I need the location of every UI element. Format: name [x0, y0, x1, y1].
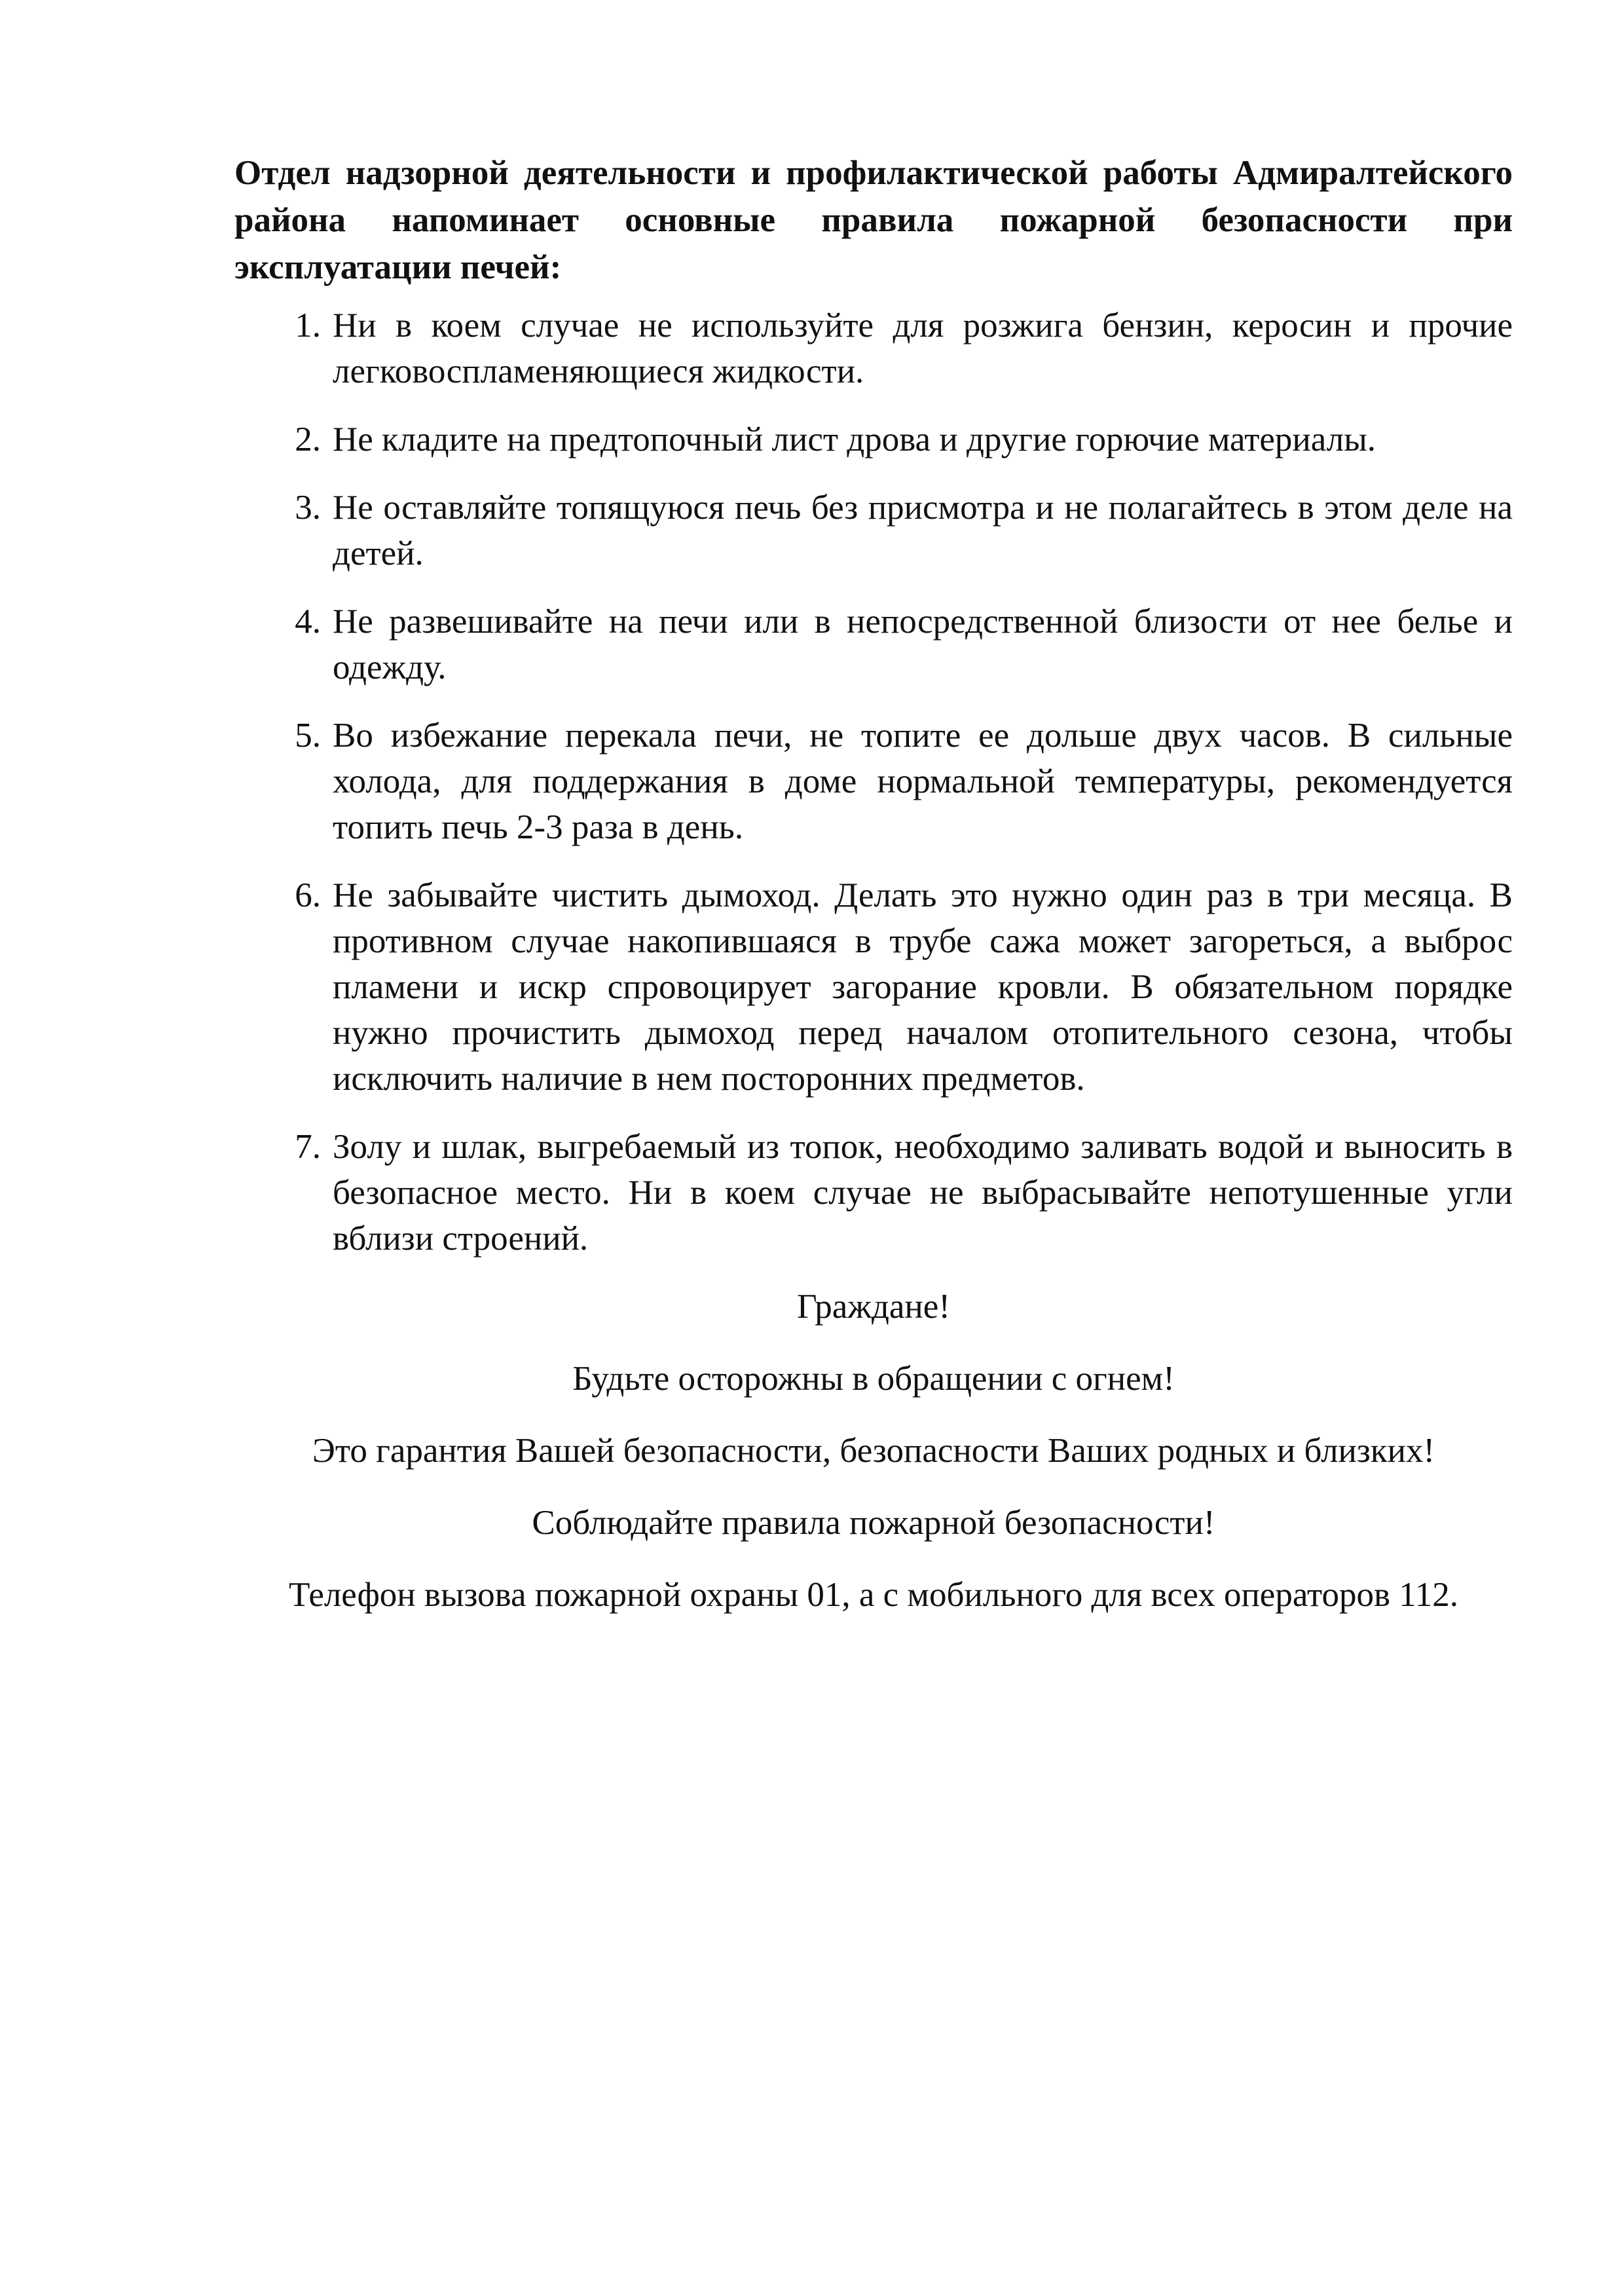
document-page: [234, 149, 1513, 1644]
rule-number: 4.: [295, 603, 321, 641]
rule-item: [234, 713, 1513, 850]
rule-item: [234, 417, 1513, 462]
rule-text: Не оставляйте топящуюся печь без присмотра и не полагайтесь в этом деле на детей.: [333, 489, 1513, 572]
rule-text: Не развешивайте на печи или в непосредственной близости от нее белье и одежду.: [333, 603, 1513, 686]
rule-text: Во избежание перекала печи, не топите ее дольше двух часов. В сильные холода, для поддержания в доме нормальной температуры, рекомендуется топить печь 2-3 раза в день.: [333, 717, 1513, 846]
rule-number: 5.: [295, 717, 321, 755]
guarantee-text: Это гарантия Вашей безопасности, безопасности Ваших родных и близких!: [312, 1432, 1435, 1470]
emergency-phone-text: Телефон вызова пожарной охраны 01, а с мобильного для всех операторов 112.: [288, 1576, 1459, 1614]
careful-appeal: Будьте осторожны в обращении с огнем!: [572, 1360, 1175, 1398]
rule-number: 1.: [295, 307, 321, 345]
rule-number: 7.: [295, 1128, 321, 1166]
rule-item: [234, 1124, 1513, 1261]
rule-text: Не забывайте чистить дымоход. Делать это нужно один раз в три месяца. В противном случае накопившаяся в трубе сажа может загореться, а выброс пламени и искр спровоцирует загорание кровли. В обязательном порядке нужно прочистить дымоход перед началом отопительного сезона, чтобы исключить наличие в нем посторонних предметов.: [333, 876, 1513, 1098]
rule-text: Золу и шлак, выгребаемый из топок, необходимо заливать водой и выносить в безопасное место. Ни в коем случае не выбрасывайте непотушенные угли вблизи строений.: [333, 1128, 1513, 1258]
rule-item: [234, 872, 1513, 1102]
citizens-appeal: Граждане!: [797, 1288, 950, 1326]
closing-block: [234, 1284, 1513, 1618]
rule-text: Не кладите на предтопочный лист дрова и другие горючие материалы.: [333, 420, 1376, 458]
rule-number: 3.: [295, 489, 321, 527]
rule-item: [234, 303, 1513, 394]
rule-item: [234, 485, 1513, 576]
rule-number: 2.: [295, 420, 321, 458]
rule-item: [234, 599, 1513, 690]
rules-list: [234, 303, 1513, 1261]
rule-number: 6.: [295, 876, 321, 914]
document-heading: Отдел надзорной деятельности и профилактической работы Адмиралтейского района напоминает основные правила пожарной безопасности при эксплуатации печей:: [234, 154, 1513, 286]
rule-text: Ни в коем случае не используйте для розжига бензин, керосин и прочие легковоспламеняющиеся жидкости.: [333, 307, 1513, 390]
observe-rules-text: Соблюдайте правила пожарной безопасности!: [532, 1504, 1215, 1542]
